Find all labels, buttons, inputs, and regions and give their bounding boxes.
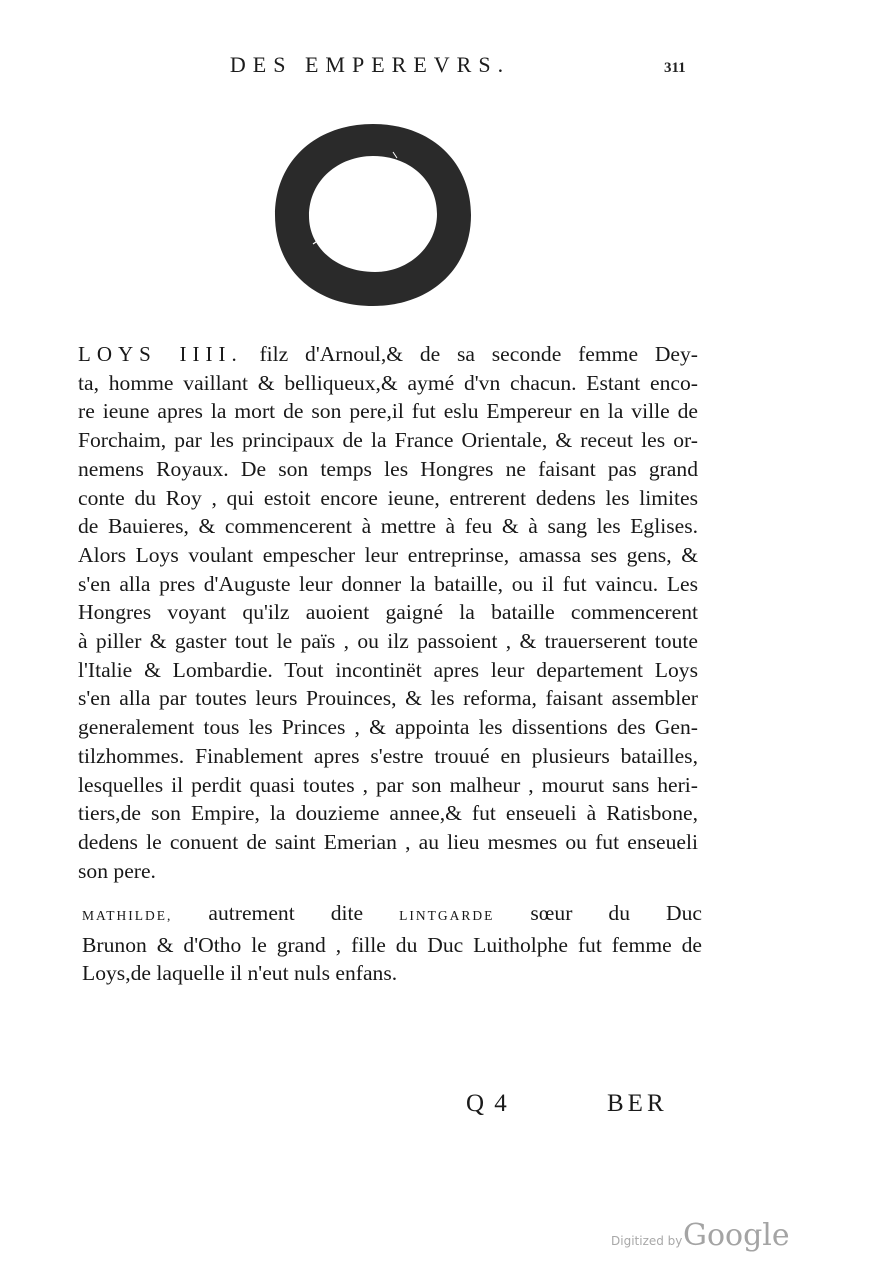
text-fragment: sœur du Duc [530,901,702,925]
text-line: ta, homme vaillant & belliqueux,& aymé d'vn chacun. Estant enco- [78,370,698,395]
running-title: DES EMPEREVRS. [229,52,511,77]
text-line: s'en alla par toutes leurs Prouinces, & les reforma, faisant assembler [78,686,698,711]
text-line [82,899,702,931]
page-number: 311 [664,60,686,76]
text-line: conte du Roy , qui estoit encore ieune, entrerent dedens les limites [78,485,698,510]
text-line: tiers,de son Empire, la douzieme annee,& fut enseueli à Ratisbone, [78,801,698,826]
text-line: re ieune apres la mort de son pere,il fut eslu Empereur en la ville de [78,399,698,424]
digitized-by-label: Digitized by [611,1234,683,1248]
consort-name: MATHILDE, [82,908,173,923]
text-line: Brunon & d'Otho le grand , fille du Duc Luitholphe fut femme de [82,932,702,957]
text-line: son pere. [78,858,156,883]
lead-name: LOYS IIII. [78,342,243,366]
text-line [78,340,698,369]
text-line: nemens Royaux. De son temps les Hongres ne faisant pas grand [78,456,698,481]
text-line: Forchaim, par les principaux de la France Orientale, & receut les or- [78,428,698,453]
text-line: tilzhommes. Finablement apres s'estre trouué en plusieurs batailles, [78,743,698,768]
signature-mark: Q 4 [466,1090,509,1117]
text-line: à piller & gaster tout le païs , ou ilz passoient , & trauerserent toute [78,629,698,654]
text-line: lesquelles il perdit quasi toutes , par son malheur , mourut sans heri- [78,772,698,797]
text-line: s'en alla pres d'Auguste leur donner la bataille, ou il fut vaincu. Les [78,571,698,596]
text-line: generalement tous les Princes , & appointa les dissentions des Gen- [78,715,698,740]
consort-paragraph [82,899,702,988]
portrait-medallion-ring-icon [273,122,473,308]
google-logo: Google [683,1218,790,1253]
text-line: l'Italie & Lombardie. Tout incontinët apres leur departement Loys [78,657,698,682]
main-paragraph [78,340,698,885]
text-fragment: autrement dite [208,901,364,925]
text-line: Hongres voyant qu'ilz auoient gaigné la bataille commencerent [78,600,698,625]
catchword: BER [607,1090,668,1117]
text-line-content: filz d'Arnoul,& de sa seconde femme Dey- [259,342,698,366]
text-line: de Bauieres, & commencerent à mettre à feu & à sang les Eglises. [78,514,698,539]
text-line: Alors Loys voulant empescher leur entreprinse, amassa ses gens, & [78,542,698,567]
text-line: dedens le conuent de saint Emerian , au lieu mesmes ou fut enseueli [78,829,698,854]
text-line: Loys,de laquelle il n'eut nuls enfans. [82,961,398,986]
consort-alias: LINTGARDE [399,908,495,923]
